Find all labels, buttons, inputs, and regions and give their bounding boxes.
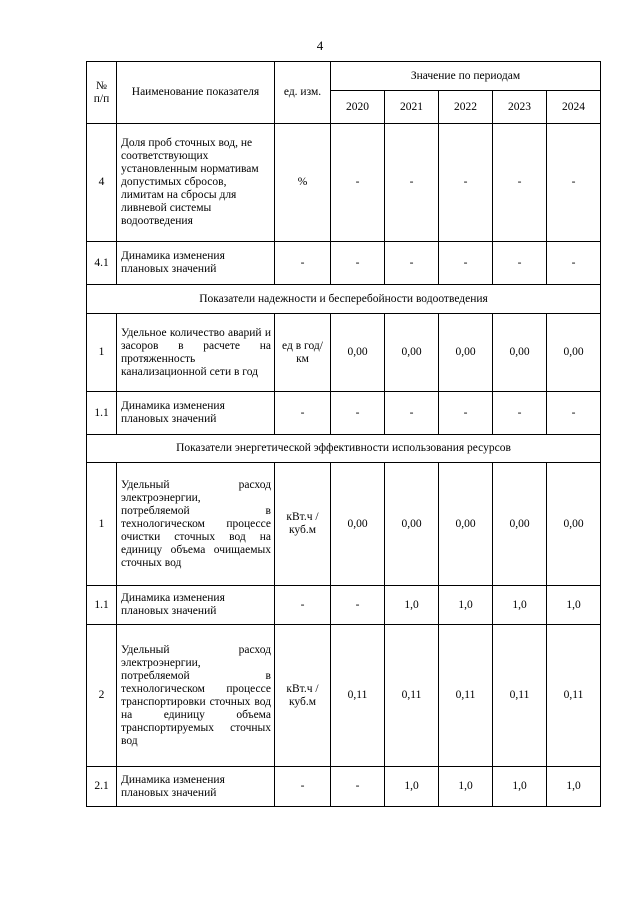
table-row: [87, 463, 601, 586]
section-row: [87, 285, 601, 314]
row-num: 4.1: [87, 242, 117, 285]
row-value: -: [547, 392, 601, 435]
row-value: -: [331, 392, 385, 435]
row-value: -: [439, 392, 493, 435]
row-value: -: [385, 242, 439, 285]
row-unit: кВт.ч / куб.м: [275, 463, 331, 586]
row-name: Динамика изменения плановых значений: [117, 392, 275, 435]
row-value: -: [331, 242, 385, 285]
row-value: 0,00: [385, 463, 439, 586]
row-value: -: [547, 242, 601, 285]
table-row: [87, 625, 601, 767]
table-row: [87, 767, 601, 807]
table-row: [87, 586, 601, 625]
header-year: 2023: [493, 91, 547, 124]
row-value: 0,11: [493, 625, 547, 767]
row-num: 2.1: [87, 767, 117, 807]
row-num: 1.1: [87, 392, 117, 435]
row-value: 0,00: [547, 463, 601, 586]
row-name: Доля проб сточных вод, не соответствующих установленным нормативам допустимых сбросов, лимитам на сбросы для ливневой системы водоотведения: [117, 124, 275, 242]
row-unit: %: [275, 124, 331, 242]
row-unit: кВт.ч / куб.м: [275, 625, 331, 767]
row-value: 0,11: [331, 625, 385, 767]
header-year: 2021: [385, 91, 439, 124]
row-value: 0,00: [493, 463, 547, 586]
row-value: 0,00: [493, 314, 547, 392]
row-value: 0,00: [547, 314, 601, 392]
section-title: Показатели энергетической эффективности использования ресурсов: [87, 435, 601, 463]
row-value: 1,0: [547, 586, 601, 625]
row-value: 0,11: [439, 625, 493, 767]
row-unit: ед в год/ км: [275, 314, 331, 392]
row-num: 1: [87, 314, 117, 392]
row-name: Удельное количество аварий и засоров в расчете на протяженность канализационной сети в год: [117, 314, 275, 392]
table-row: [87, 242, 601, 285]
row-name: Динамика изменения плановых значений: [117, 586, 275, 625]
header-periods: Значение по периодам: [331, 62, 601, 91]
row-value: 1,0: [493, 767, 547, 807]
row-unit: -: [275, 392, 331, 435]
row-value: -: [439, 242, 493, 285]
row-value: 0,11: [385, 625, 439, 767]
row-name: Динамика изменения плановых значений: [117, 767, 275, 807]
row-value: 0,00: [385, 314, 439, 392]
row-value: -: [439, 124, 493, 242]
row-value: -: [331, 586, 385, 625]
section-title: Показатели надежности и бесперебойности водоотведения: [87, 285, 601, 314]
row-value: 1,0: [385, 767, 439, 807]
row-value: -: [385, 392, 439, 435]
row-value: 0,00: [439, 314, 493, 392]
header-row: [87, 62, 601, 91]
header-year: 2020: [331, 91, 385, 124]
row-value: 0,00: [331, 314, 385, 392]
row-value: -: [493, 242, 547, 285]
row-name: Удельный расход электроэнергии, потребляемой в технологическом процессе очистки сточных вод на единицу объема очищаемых сточных вод: [117, 463, 275, 586]
row-value: 1,0: [439, 767, 493, 807]
table-row: [87, 392, 601, 435]
header-unit: ед. изм.: [275, 62, 331, 124]
header-year: 2022: [439, 91, 493, 124]
row-value: 0,00: [439, 463, 493, 586]
header-num: № п/п: [87, 62, 117, 124]
row-value: 1,0: [439, 586, 493, 625]
row-value: 1,0: [547, 767, 601, 807]
row-unit: -: [275, 242, 331, 285]
row-value: -: [493, 124, 547, 242]
row-unit: -: [275, 586, 331, 625]
row-value: -: [493, 392, 547, 435]
section-row: [87, 435, 601, 463]
row-value: -: [385, 124, 439, 242]
row-value: -: [331, 767, 385, 807]
header-year: 2024: [547, 91, 601, 124]
page-number: 4: [316, 38, 324, 53]
indicators-table: [86, 61, 601, 807]
row-value: 0,11: [547, 625, 601, 767]
table-row: [87, 314, 601, 392]
row-value: -: [547, 124, 601, 242]
row-num: 2: [87, 625, 117, 767]
row-num: 1: [87, 463, 117, 586]
row-name: Динамика изменения плановых значений: [117, 242, 275, 285]
row-value: 1,0: [385, 586, 439, 625]
row-name: Удельный расход электроэнергии, потребляемой в технологическом процессе транспортировки сточных вод на единицу объема транспортируемых сточных вод: [117, 625, 275, 767]
header-name: Наименование показателя: [117, 62, 275, 124]
row-num: 4: [87, 124, 117, 242]
row-unit: -: [275, 767, 331, 807]
row-value: 0,00: [331, 463, 385, 586]
row-value: -: [331, 124, 385, 242]
table-row: [87, 124, 601, 242]
row-num: 1.1: [87, 586, 117, 625]
row-value: 1,0: [493, 586, 547, 625]
